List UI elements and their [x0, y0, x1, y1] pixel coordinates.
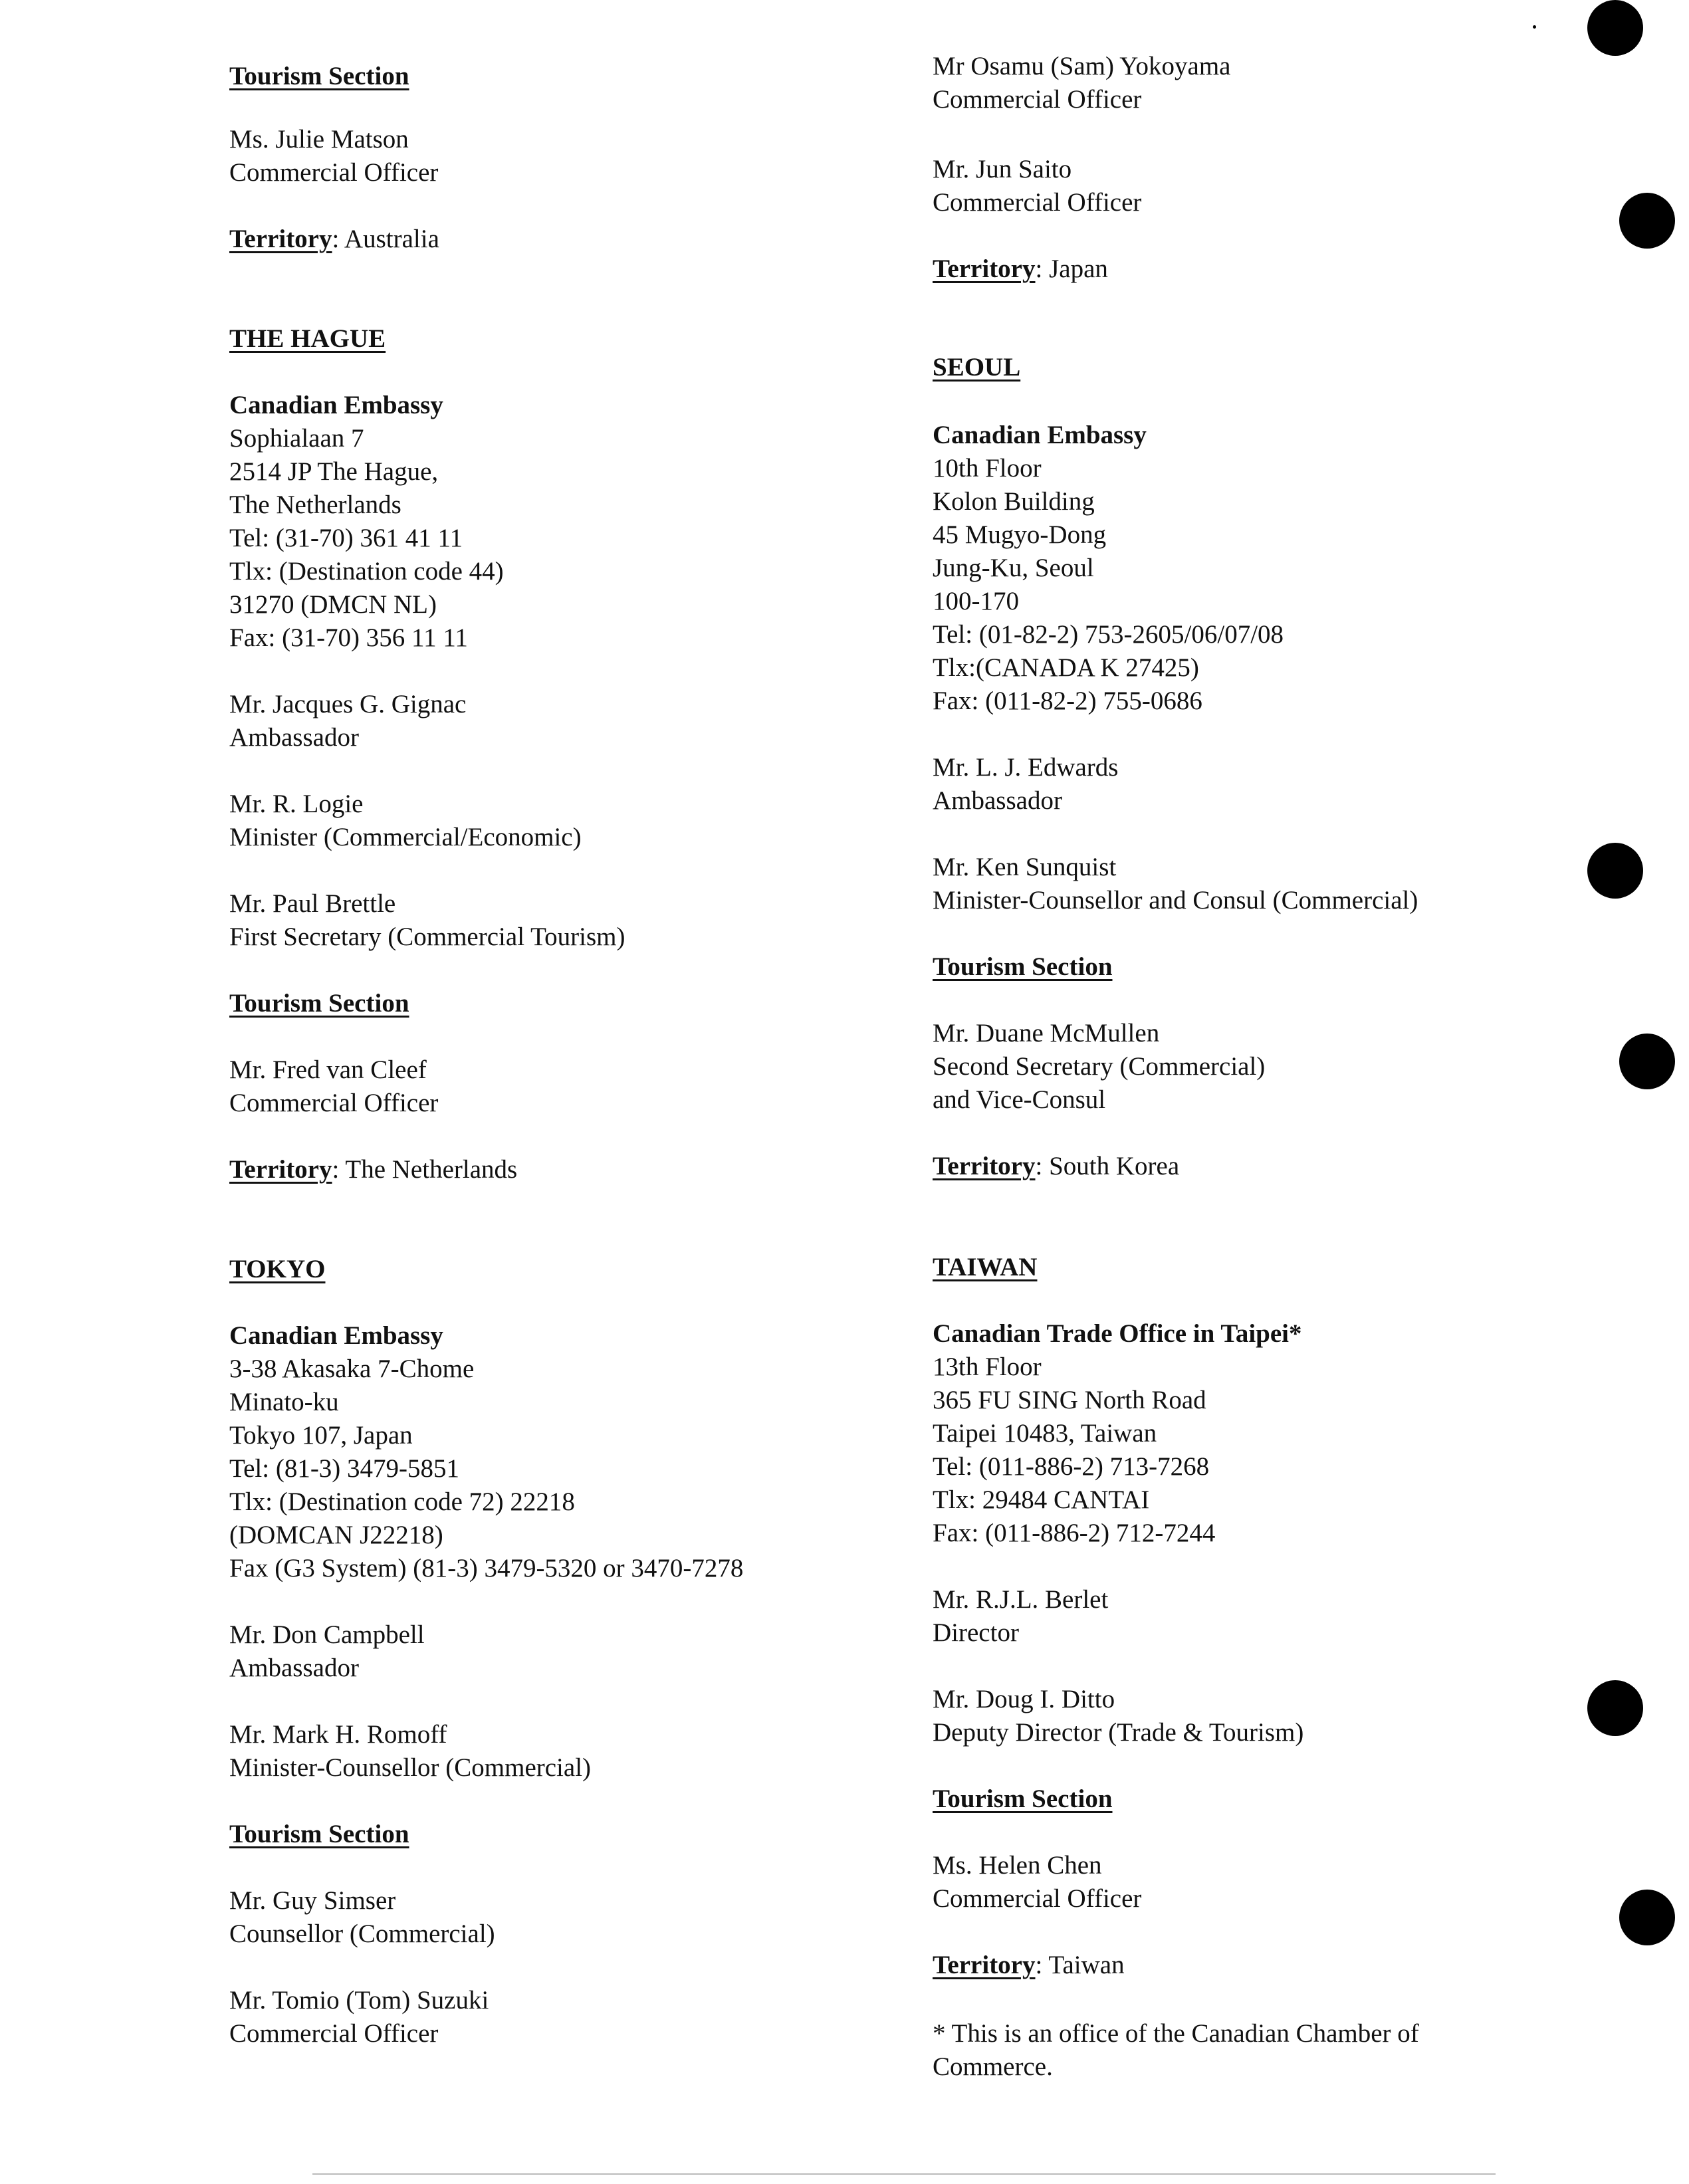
text-line: Ambassador [229, 1654, 359, 1682]
territory-value: : South Korea [1035, 1152, 1180, 1180]
section-heading: Tourism Section [933, 952, 1113, 981]
text-line: Tel: (01-82-2) 753-2605/06/07/08 [933, 620, 1284, 649]
office-name: Canadian Trade Office in Taipei* [933, 1319, 1302, 1348]
text-line: Tlx: (Destination code 44) [229, 557, 504, 586]
territory-label: Territory [229, 225, 332, 253]
text-line: Mr. R. Logie [229, 790, 364, 818]
text-line: 10th Floor [933, 454, 1042, 483]
territory-label: Territory [933, 1951, 1036, 1979]
text-line: Commercial Officer [229, 1089, 439, 1117]
territory-value: : Australia [332, 225, 439, 253]
punch-hole-icon [1619, 1034, 1675, 1089]
text-line: Ms. Helen Chen [933, 1851, 1102, 1880]
punch-hole-icon [1619, 193, 1675, 249]
text-line: Counsellor (Commercial) [229, 1919, 495, 1948]
text-line: Mr. Don Campbell [229, 1620, 425, 1649]
text-line: Mr Osamu (Sam) Yokoyama [933, 52, 1231, 80]
punch-hole-icon [1587, 1680, 1643, 1736]
office-name: Canadian Embassy [229, 391, 443, 419]
text-line: Second Secretary (Commercial) [933, 1052, 1266, 1081]
text-line: Mr. Ken Sunquist [933, 853, 1117, 881]
text-line: Minister (Commercial/Economic) [229, 823, 582, 851]
territory-line [933, 253, 1108, 286]
text-line: Tlx: 29484 CANTAI [933, 1485, 1150, 1514]
section-heading: SEOUL [933, 353, 1021, 382]
text-line: Tel: (011-886-2) 713-7268 [933, 1452, 1210, 1481]
territory-value: : Japan [1035, 255, 1108, 283]
text-line: Commercial Officer [229, 158, 439, 187]
text-line: * This is an office of the Canadian Chamber of [933, 2019, 1419, 2048]
text-line: The Netherlands [229, 491, 401, 519]
section-heading: TAIWAN [933, 1253, 1038, 1281]
text-line: 45 Mugyo-Dong [933, 520, 1107, 549]
text-line: 100-170 [933, 587, 1019, 615]
text-line: Mr. R.J.L. Berlet [933, 1585, 1109, 1614]
text-line: Minister-Counsellor (Commercial) [229, 1753, 592, 1782]
text-line: Deputy Director (Trade & Tourism) [933, 1718, 1304, 1747]
text-line: Mr. Doug I. Ditto [933, 1685, 1115, 1713]
punch-hole-icon [1619, 1890, 1675, 1945]
text-line: Tel: (31-70) 361 41 11 [229, 524, 463, 552]
text-line: Commerce. [933, 2052, 1053, 2081]
text-line: Fax (G3 System) (81-3) 3479-5320 or 3470-7278 [229, 1554, 744, 1583]
territory-label: Territory [933, 255, 1036, 283]
punch-hole-icon [1587, 0, 1643, 56]
section-heading: THE HAGUE [229, 324, 386, 353]
text-line: Fax: (011-886-2) 712-7244 [933, 1519, 1216, 1547]
section-heading: Tourism Section [229, 989, 409, 1018]
text-line: Mr. Tomio (Tom) Suzuki [229, 1986, 489, 2015]
text-line: 365 FU SING North Road [933, 1386, 1206, 1414]
text-line: Mr. L. J. Edwards [933, 753, 1119, 782]
text-line: Tokyo 107, Japan [229, 1421, 413, 1450]
text-line: Mr. Mark H. Romoff [229, 1720, 447, 1749]
text-line: Mr. Fred van Cleef [229, 1055, 427, 1084]
text-line: Mr. Guy Simser [229, 1886, 396, 1915]
text-line: 2514 JP The Hague, [229, 457, 439, 486]
text-line: Mr. Paul Brettle [229, 889, 396, 918]
page-bottom-edge [312, 2173, 1496, 2175]
text-line: Mr. Jacques G. Gignac [229, 690, 467, 718]
text-line: Kolon Building [933, 487, 1095, 516]
territory-value: : The Netherlands [332, 1155, 518, 1184]
text-line: Minister-Counsellor and Consul (Commercial) [933, 886, 1418, 915]
section-heading: Tourism Section [229, 1820, 409, 1848]
text-line: Mr. Duane McMullen [933, 1019, 1160, 1047]
page-speck [1533, 25, 1536, 29]
text-line: Fax: (011-82-2) 755-0686 [933, 687, 1202, 715]
section-heading: Tourism Section [229, 62, 409, 90]
punch-hole-icon [1587, 843, 1643, 899]
text-line: 13th Floor [933, 1353, 1042, 1381]
text-line: Director [933, 1618, 1019, 1647]
text-line: (DOMCAN J22218) [229, 1521, 443, 1549]
section-heading: TOKYO [229, 1255, 326, 1283]
office-name: Canadian Embassy [933, 421, 1147, 449]
territory-label: Territory [933, 1152, 1036, 1180]
text-line: and Vice-Consul [933, 1085, 1106, 1114]
text-line: Mr. Jun Saito [933, 155, 1072, 183]
territory-line [229, 223, 439, 256]
text-line: 3-38 Akasaka 7-Chome [229, 1355, 475, 1383]
section-heading: Tourism Section [933, 1785, 1113, 1813]
text-line: Commercial Officer [933, 188, 1142, 217]
text-line: Tlx:(CANADA K 27425) [933, 653, 1199, 682]
text-line: Ms. Julie Matson [229, 125, 409, 154]
territory-line [229, 1153, 517, 1186]
text-line: Commercial Officer [933, 1884, 1142, 1913]
text-line: Jung-Ku, Seoul [933, 554, 1094, 582]
text-line: Tel: (81-3) 3479-5851 [229, 1454, 460, 1483]
text-line: Tlx: (Destination code 72) 22218 [229, 1487, 575, 1516]
text-line: Sophialaan 7 [229, 424, 364, 453]
text-line: Ambassador [229, 723, 359, 752]
text-line: 31270 (DMCN NL) [229, 590, 437, 619]
text-line: Ambassador [933, 786, 1062, 815]
office-name: Canadian Embassy [229, 1321, 443, 1350]
territory-value: : Taiwan [1035, 1951, 1125, 1979]
territory-line [933, 1949, 1125, 1982]
territory-line [933, 1150, 1179, 1183]
text-line: Commercial Officer [933, 85, 1142, 114]
text-line: Commercial Officer [229, 2019, 439, 2048]
text-line: Minato-ku [229, 1388, 339, 1416]
text-line: Taipei 10483, Taiwan [933, 1419, 1157, 1448]
text-line: First Secretary (Commercial Tourism) [229, 923, 625, 951]
territory-label: Territory [229, 1155, 332, 1184]
text-line: Fax: (31-70) 356 11 11 [229, 623, 468, 652]
